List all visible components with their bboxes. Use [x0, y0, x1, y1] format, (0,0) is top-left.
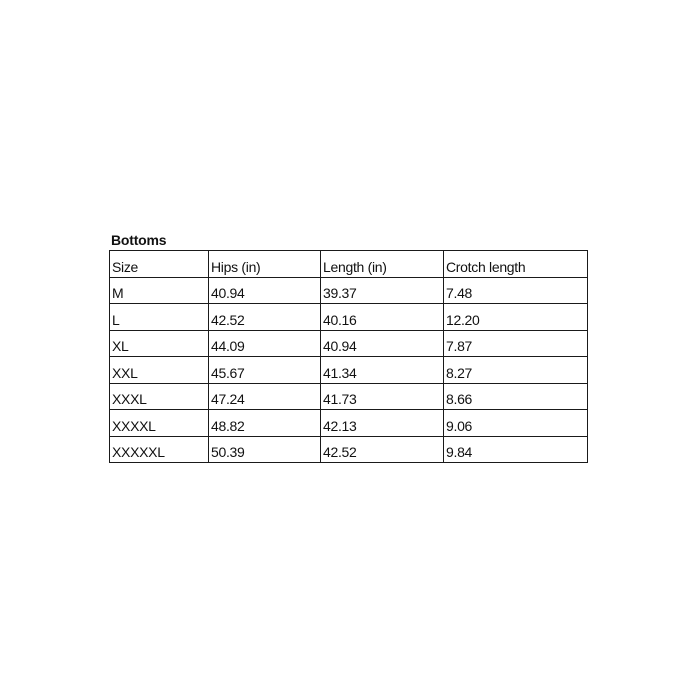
size-table	[109, 250, 588, 463]
table-row	[110, 383, 588, 410]
header-row	[110, 251, 588, 278]
cell-crotch-length: 8.27	[444, 357, 588, 384]
cell-size: M	[110, 277, 209, 304]
cell-crotch-length: 8.66	[444, 383, 588, 410]
size-chart	[109, 230, 589, 463]
cell-length: 42.13	[321, 410, 444, 437]
cell-hips: 48.82	[209, 410, 321, 437]
cell-length: 39.37	[321, 277, 444, 304]
cell-hips: 47.24	[209, 383, 321, 410]
header-hips: Hips (in)	[209, 251, 321, 278]
table-row	[110, 410, 588, 437]
cell-size: XXL	[110, 357, 209, 384]
cell-size: XXXXL	[110, 410, 209, 437]
cell-length: 41.73	[321, 383, 444, 410]
cell-hips: 45.67	[209, 357, 321, 384]
cell-length: 40.16	[321, 304, 444, 331]
cell-size: L	[110, 304, 209, 331]
header-size: Size	[110, 251, 209, 278]
cell-length: 42.52	[321, 436, 444, 463]
cell-size: XXXXXL	[110, 436, 209, 463]
table-row	[110, 277, 588, 304]
cell-size: XL	[110, 330, 209, 357]
table-row	[110, 357, 588, 384]
cell-crotch-length: 9.84	[444, 436, 588, 463]
header-length: Length (in)	[321, 251, 444, 278]
table-row	[110, 436, 588, 463]
cell-crotch-length: 7.87	[444, 330, 588, 357]
cell-hips: 50.39	[209, 436, 321, 463]
cell-hips: 42.52	[209, 304, 321, 331]
cell-size: XXXL	[110, 383, 209, 410]
cell-crotch-length: 9.06	[444, 410, 588, 437]
header-crotch-length: Crotch length	[444, 251, 588, 278]
cell-hips: 40.94	[209, 277, 321, 304]
table-row	[110, 330, 588, 357]
cell-crotch-length: 7.48	[444, 277, 588, 304]
cell-length: 40.94	[321, 330, 444, 357]
cell-crotch-length: 12.20	[444, 304, 588, 331]
cell-hips: 44.09	[209, 330, 321, 357]
table-caption: Bottoms	[111, 232, 167, 248]
cell-length: 41.34	[321, 357, 444, 384]
table-row	[110, 304, 588, 331]
